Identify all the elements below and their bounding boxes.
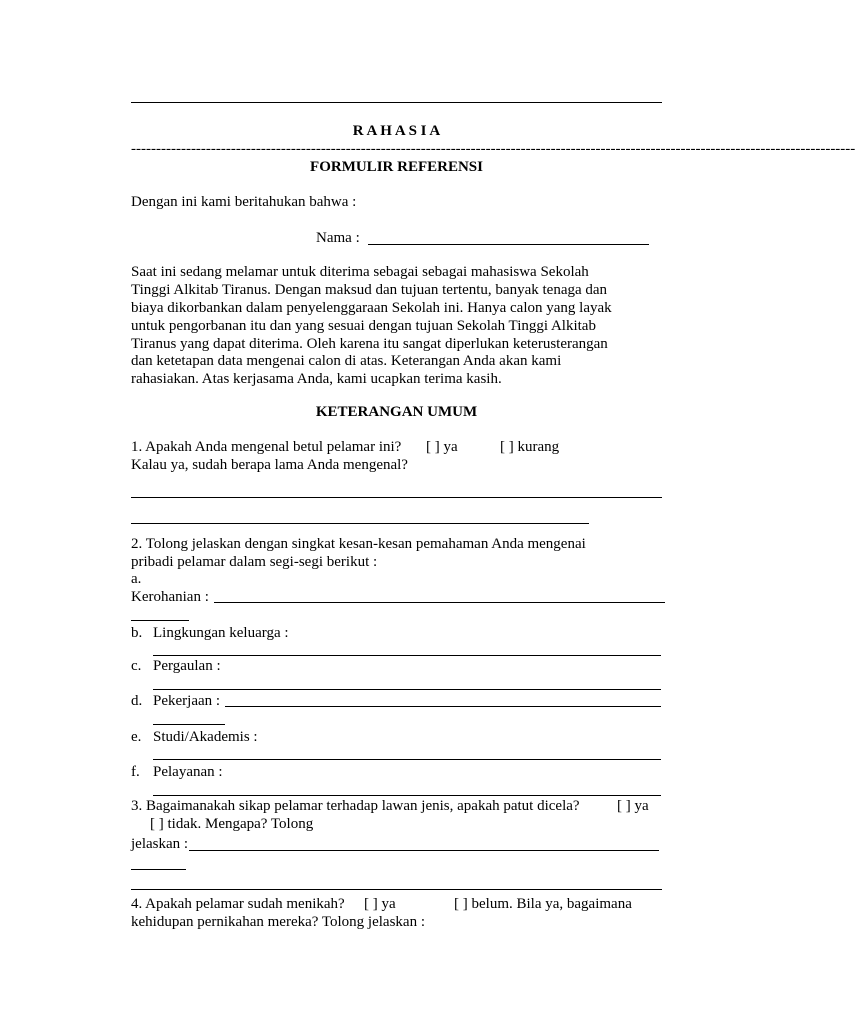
q2-c-label: Pergaulan : [153, 658, 221, 674]
q2-f-label: Pelayanan : [153, 764, 223, 780]
q1-answer-line-2[interactable] [131, 523, 589, 524]
q2-a-answer-line-cont[interactable] [131, 620, 189, 621]
q2-a-answer-line[interactable] [214, 602, 665, 603]
q4-checkbox-ya[interactable]: [ ] ya [364, 896, 396, 912]
q2-a-letter: a. [131, 571, 142, 587]
confidential-heading: R A H A S I A [352, 123, 441, 139]
section-title: KETERANGAN UMUM [315, 404, 478, 420]
q3-line1: 3. Bagaimanakah sikap pelamar terhadap lawan jenis, apakah patut dicela? [131, 798, 580, 814]
paragraph-line: untuk pengorbanan itu dan yang sesuai dengan tujuan Sekolah Tinggi Alkitab [131, 318, 596, 334]
q1-answer-line-1[interactable] [131, 497, 662, 498]
q4-checkbox-belum[interactable]: [ ] belum. Bila ya, bagaimana [454, 896, 632, 912]
q2-d-letter: d. [131, 693, 143, 709]
q3-checkbox-tidak[interactable]: [ ] tidak. Mengapa? Tolong [150, 816, 314, 832]
q2-f-answer-line[interactable] [153, 795, 661, 796]
paragraph-line: rahasiakan. Atas kerjasama Anda, kami ucapkan terima kasih. [131, 371, 502, 387]
top-rule [131, 102, 662, 103]
paragraph-line: Tinggi Alkitab Tiranus. Dengan maksud dan tujuan tertentu, banyak tenaga dan [131, 282, 608, 298]
intro-statement: Dengan ini kami beritahukan bahwa : [131, 194, 357, 210]
q1-followup: Kalau ya, sudah berapa lama Anda mengenal? [131, 457, 408, 473]
paragraph-line: biaya dikorbankan dalam penyelenggaraan Sekolah ini. Hanya calon yang layak [131, 300, 612, 316]
name-label: Nama : [316, 230, 360, 246]
q2-b-letter: b. [131, 625, 143, 641]
q1-checkbox-ya[interactable]: [ ] ya [426, 439, 458, 455]
q2-d-answer-line[interactable] [225, 706, 661, 707]
name-field[interactable] [368, 244, 649, 245]
q3-line3: jelaskan : [131, 836, 189, 852]
q2-a-label: Kerohanian : [131, 589, 209, 605]
q2-c-letter: c. [131, 658, 142, 674]
paragraph-line: Tiranus yang dapat diterima. Oleh karena itu sangat diperlukan keterusterangan [131, 336, 608, 352]
paragraph-line: Saat ini sedang melamar untuk diterima sebagai sebagai mahasiswa Sekolah [131, 264, 589, 280]
q4-line2: kehidupan pernikahan mereka? Tolong jelaskan : [131, 914, 425, 930]
q2-f-letter: f. [131, 764, 140, 780]
q3-checkbox-ya[interactable]: [ ] ya [617, 798, 649, 814]
q3-answer-line-cont[interactable] [131, 869, 186, 870]
q2-e-letter: e. [131, 729, 142, 745]
q2-b-answer-line[interactable] [153, 655, 661, 656]
q1-checkbox-kurang[interactable]: [ ] kurang [500, 439, 560, 455]
q2-e-label: Studi/Akademis : [153, 729, 258, 745]
q3-answer-line-2[interactable] [131, 889, 662, 890]
form-title: FORMULIR REFERENSI [310, 159, 483, 175]
q4-text: 4. Apakah pelamar sudah menikah? [131, 896, 345, 912]
q2-line2: pribadi pelamar dalam segi-segi berikut : [131, 554, 378, 570]
q2-d-label: Pekerjaan : [153, 693, 221, 709]
dashed-divider: ------------------------------------------------------------------------------------------------------------------------------------------------- [131, 141, 855, 157]
q2-d-answer-line-cont[interactable] [153, 724, 225, 725]
q2-c-answer-line[interactable] [153, 689, 661, 690]
q3-answer-line[interactable] [189, 850, 659, 851]
q2-e-answer-line[interactable] [153, 759, 661, 760]
q1-text: 1. Apakah Anda mengenal betul pelamar ini? [131, 439, 402, 455]
paragraph-line: dan ketetapan data mengenai calon di atas. Keterangan Anda akan kami [131, 353, 562, 369]
q2-line1: 2. Tolong jelaskan dengan singkat kesan-kesan pemahaman Anda mengenai [131, 536, 586, 552]
q2-b-label: Lingkungan keluarga : [153, 625, 289, 641]
